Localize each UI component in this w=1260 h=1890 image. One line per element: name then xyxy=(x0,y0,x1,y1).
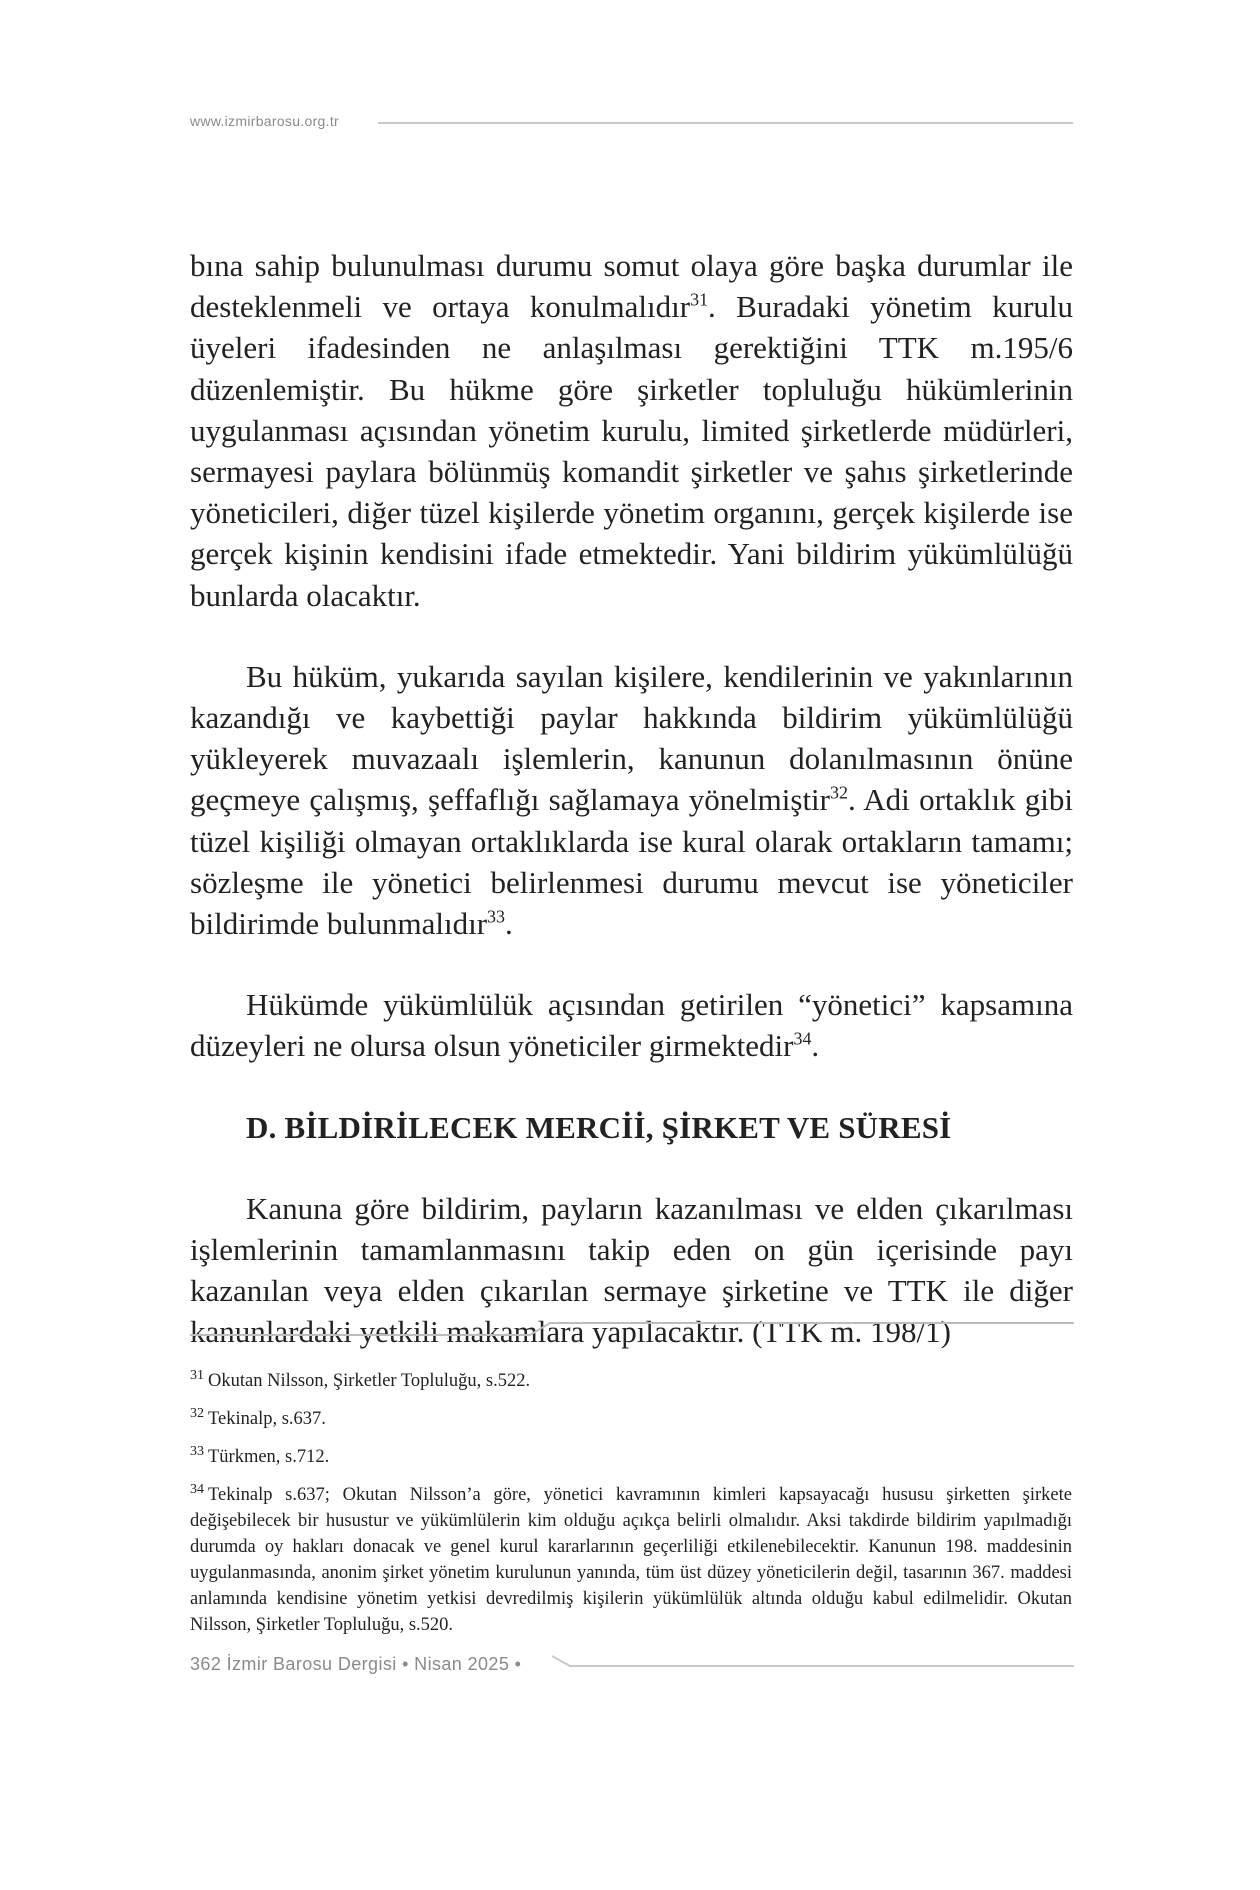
footnote-number: 33 xyxy=(190,1443,204,1459)
footnote-31 xyxy=(190,1368,1072,1394)
paragraph-2-text-a: Bu hüküm, yukarıda sayılan kişilere, kendilerinin ve yakınlarının kazandığı ve kaybettiği paylar hakkında bildirim yükümlülüğü yükleyerek muvazaalı işlemlerin, kanunun dolanılmasının önüne geçmeye çalışmış, şeffaflığı sağlamaya yönelmiştir xyxy=(190,658,1073,818)
footnote-ref-33[interactable]: 33 xyxy=(487,906,506,927)
paragraph-2-text-c: . xyxy=(505,906,513,942)
body-text xyxy=(190,245,1073,1353)
footnote-number: 32 xyxy=(190,1405,204,1421)
paragraph-1-text-a: bına sahip bulunulması durumu somut olaya göre başka durumlar ile desteklenmeli ve ortaya konulmalıdır xyxy=(190,248,1073,325)
header-rule xyxy=(378,122,1073,124)
footnote-ref-31[interactable]: 31 xyxy=(690,289,709,310)
paragraph-2-text-b: . Adi ortaklık gibi tüzel kişiliği olmayan ortaklıklarda ise kural olarak ortakların tamamı; sözleşme ile yönetici belirlenmesi durumu mevcut ise yöneticiler bildirimde bulunmalıdır xyxy=(190,782,1073,942)
footer-rule xyxy=(552,1653,1074,1673)
footnote-ref-32[interactable]: 32 xyxy=(830,783,848,804)
paragraph-4-text: Kanuna göre bildirim, payların kazanılması ve elden çıkarılması işlemlerinin tamamlanmasını takip eden on gün içerisinde payı kazanılan veya elden çıkarılan sermaye şirketine ve TTK ile diğer kanunlardaki yetkili makamlara yapılacaktır. (TTK m. 198/1) xyxy=(190,1190,1073,1350)
footnote-33 xyxy=(190,1444,1072,1470)
footnotes xyxy=(190,1368,1072,1650)
section-heading: D. BİLDİRİLECEK MERCİİ, ŞİRKET VE SÜRESİ xyxy=(246,1109,952,1145)
paragraph-3 xyxy=(190,984,1073,1066)
footnote-number: 31 xyxy=(190,1367,204,1383)
paragraph-3-text-a: Hükümde yükümlülük açısından getirilen “yönetici” kapsamına düzeyleri ne olursa olsun yöneticiler girmektedir xyxy=(190,987,1073,1064)
footnote-32 xyxy=(190,1406,1072,1432)
footnote-divider xyxy=(190,1320,1074,1340)
footnote-text: Tekinalp s.637; Okutan Nilsson’a göre, yönetici kavramının kimleri kapsayacağı hususu şirketten şirkete değişebilecek bir husustur ve yükümlülerin kim olduğu açıkça belirli olmalıdır. Aksi takdirde bildirim yapılmadığı durumda oy hakları donacak ve genel kurul kararlarının geçerliliği etkilenebilecektir. Kanunun 198. maddesinin uygulanmasında, anonim şirket yönetim kurulunun yanında, tüm üst düzey yöneticilerin değil, tasarının 367. maddesi anlamında kendisine yönetim yetkisi devredilmiş kişilerin yükümlülük altında olduğu kabul edilmelidir. Okutan Nilsson, Şirketler Topluluğu, s.520. xyxy=(190,1485,1072,1635)
footnote-number: 34 xyxy=(190,1481,204,1497)
footnote-text: Tekinalp, s.637. xyxy=(208,1409,326,1429)
footnote-34 xyxy=(190,1482,1072,1638)
paragraph-1-text-b: . Buradaki yönetim kurulu üyeleri ifadesinden ne anlaşılması gerektiğini TTK m.195/6 düzenlemiştir. Bu hükme göre şirketler topluluğu hükümlerinin uygulanması açısından yönetim kurulu, limited şirketlerde müdürleri, sermayesi paylara bölünmüş komandit şirketler ve şahıs şirketlerinde yöneticileri, diğer tüzel kişilerde yönetim organını, gerçek kişilerde ise gerçek kişinin kendisini ifade etmektedir. Yani bildirim yükümlülüğü bunlarda olacaktır. xyxy=(190,289,1074,613)
paragraph-2 xyxy=(190,656,1073,944)
footnote-text: Okutan Nilsson, Şirketler Topluluğu, s.522. xyxy=(208,1371,531,1391)
header-url: www.izmirbarosu.org.tr xyxy=(190,113,339,129)
footer-page-info: 362 İzmir Barosu Dergisi • Nisan 2025 • xyxy=(190,1654,522,1674)
footnote-text: Türkmen, s.712. xyxy=(208,1447,330,1467)
paragraph-1 xyxy=(190,245,1073,616)
paragraph-3-text-b: . xyxy=(811,1028,820,1064)
footnote-ref-34[interactable]: 34 xyxy=(793,1029,812,1050)
